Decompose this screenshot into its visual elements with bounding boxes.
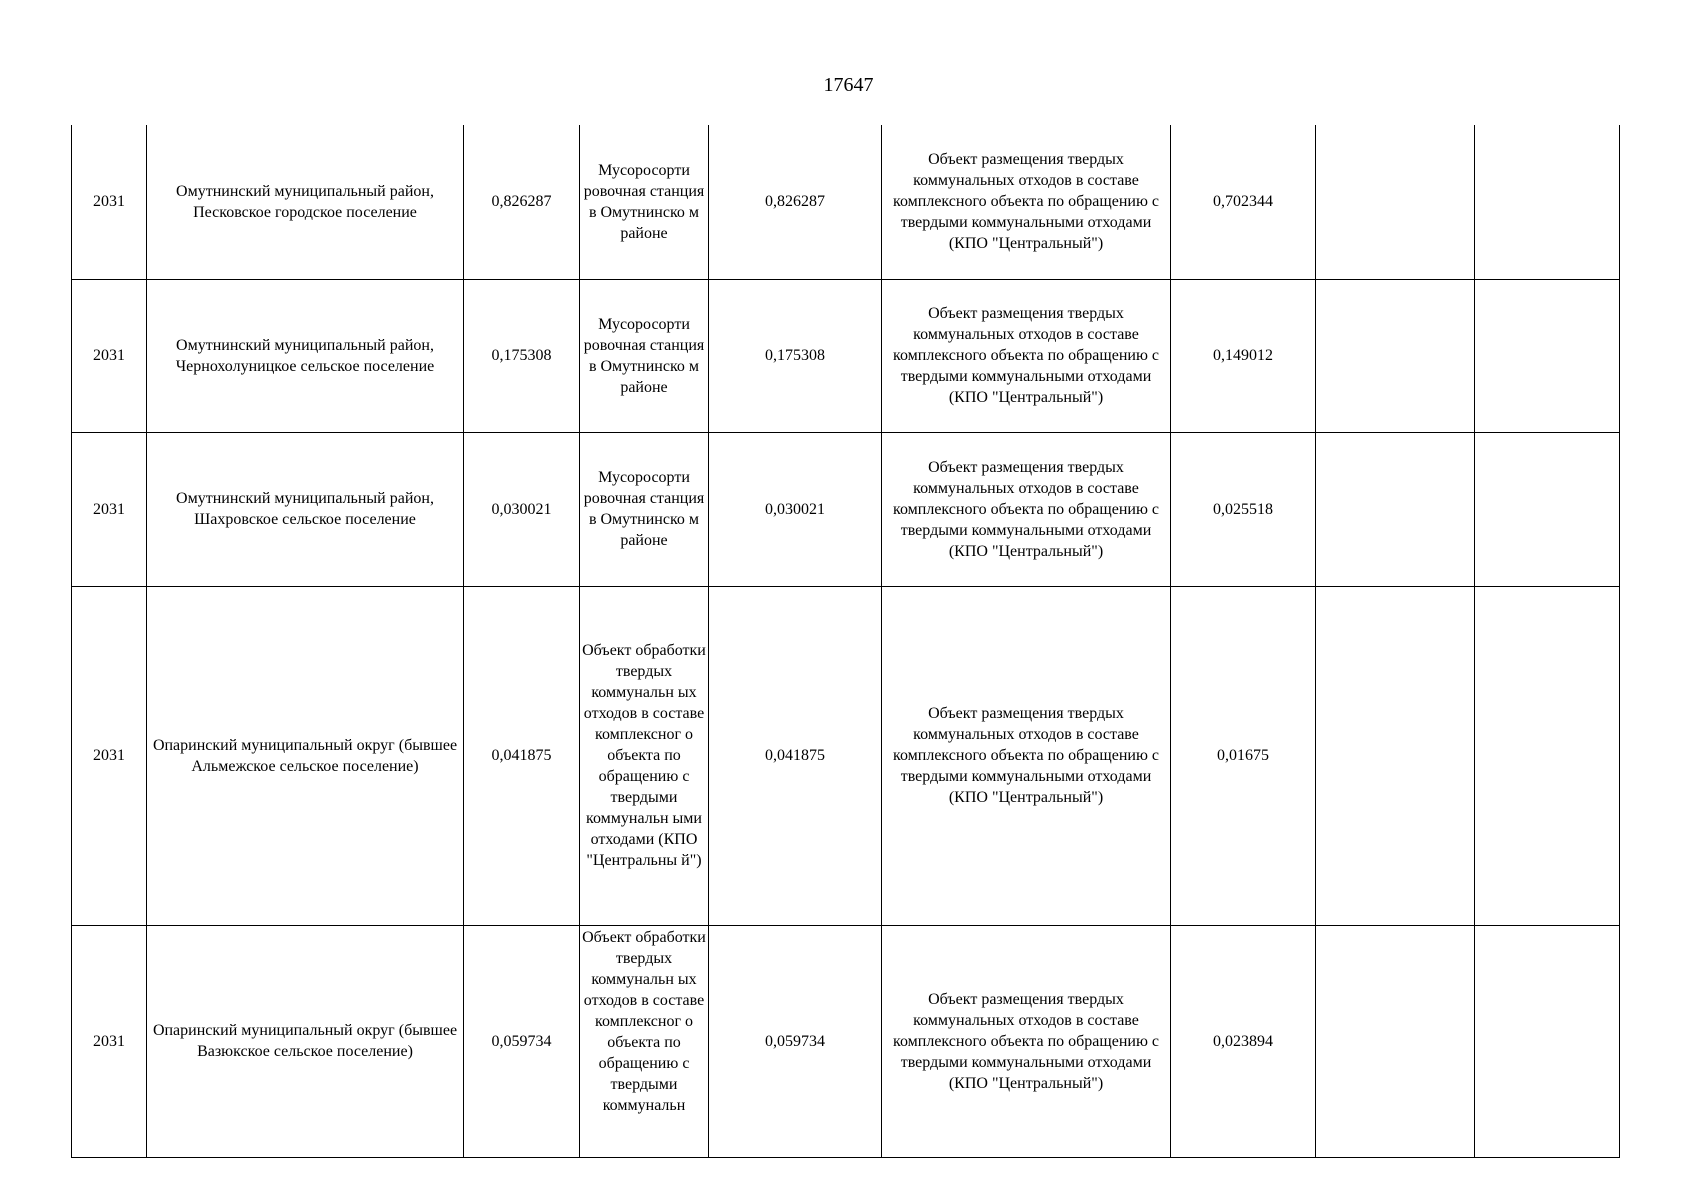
mass-cell: 0,030021 — [709, 432, 882, 586]
year-cell: 2031 — [72, 586, 147, 925]
mass-cell: 0,041875 — [464, 586, 580, 925]
year-cell: 2031 — [72, 432, 147, 586]
mass-cell: 0,175308 — [709, 279, 882, 432]
mass-cell: 0,041875 — [709, 586, 882, 925]
mass-cell: 0,826287 — [709, 125, 882, 279]
table-row — [72, 925, 1620, 1157]
processing-facility-cell: Объект обработки твердых коммунальн ых отходов в составе комплексног о объекта по обращению с твердыми коммунальн — [580, 925, 709, 1157]
territory-cell: Омутнинский муниципальный район, Чернохолуницкое сельское поселение — [147, 279, 464, 432]
empty-cell — [1475, 586, 1620, 925]
processing-facility-cell: Мусоросорти ровочная станция в Омутнинско м районе — [580, 125, 709, 279]
mass-cell: 0,01675 — [1171, 586, 1316, 925]
page-number: 17647 — [823, 74, 874, 96]
disposal-facility-cell: Объект размещения твердых коммунальных отходов в составе комплексного объекта по обращению с твердыми коммунальными отходами (КПО "Центральный") — [882, 279, 1171, 432]
processing-facility-cell: Объект обработки твердых коммунальн ых отходов в составе комплексног о объекта по обращению с твердыми коммунальн ыми отходами (КПО "Центральны й") — [580, 586, 709, 925]
mass-cell: 0,149012 — [1171, 279, 1316, 432]
processing-facility-cell: Мусоросорти ровочная станция в Омутнинско м районе — [580, 432, 709, 586]
table-row — [72, 279, 1620, 432]
territory-cell: Опаринский муниципальный округ (бывшее Альмежское сельское поселение) — [147, 586, 464, 925]
disposal-facility-cell: Объект размещения твердых коммунальных отходов в составе комплексного объекта по обращению с твердыми коммунальными отходами (КПО "Центральный") — [882, 125, 1171, 279]
mass-cell: 0,175308 — [464, 279, 580, 432]
mass-cell: 0,059734 — [709, 925, 882, 1157]
year-cell: 2031 — [72, 125, 147, 279]
waste-flow-table — [71, 125, 1620, 1158]
mass-cell: 0,702344 — [1171, 125, 1316, 279]
table-row — [72, 586, 1620, 925]
empty-cell — [1316, 279, 1475, 432]
empty-cell — [1316, 586, 1475, 925]
processing-facility-cell: Мусоросорти ровочная станция в Омутнинско м районе — [580, 279, 709, 432]
mass-cell: 0,025518 — [1171, 432, 1316, 586]
disposal-facility-cell: Объект размещения твердых коммунальных отходов в составе комплексного объекта по обращению с твердыми коммунальными отходами (КПО "Центральный") — [882, 586, 1171, 925]
empty-cell — [1475, 125, 1620, 279]
mass-cell: 0,023894 — [1171, 925, 1316, 1157]
mass-cell: 0,059734 — [464, 925, 580, 1157]
mass-cell: 0,030021 — [464, 432, 580, 586]
year-cell: 2031 — [72, 925, 147, 1157]
territory-cell: Омутнинский муниципальный район, Песковское городское поселение — [147, 125, 464, 279]
empty-cell — [1475, 279, 1620, 432]
empty-cell — [1475, 925, 1620, 1157]
territory-cell: Опаринский муниципальный округ (бывшее Вазюкское сельское поселение) — [147, 925, 464, 1157]
empty-cell — [1316, 125, 1475, 279]
disposal-facility-cell: Объект размещения твердых коммунальных отходов в составе комплексного объекта по обращению с твердыми коммунальными отходами (КПО "Центральный") — [882, 432, 1171, 586]
table-row — [72, 125, 1620, 279]
year-cell: 2031 — [72, 279, 147, 432]
table-row — [72, 432, 1620, 586]
empty-cell — [1316, 925, 1475, 1157]
empty-cell — [1316, 432, 1475, 586]
disposal-facility-cell: Объект размещения твердых коммунальных отходов в составе комплексного объекта по обращению с твердыми коммунальными отходами (КПО "Центральный") — [882, 925, 1171, 1157]
territory-cell: Омутнинский муниципальный район, Шахровское сельское поселение — [147, 432, 464, 586]
empty-cell — [1475, 432, 1620, 586]
mass-cell: 0,826287 — [464, 125, 580, 279]
